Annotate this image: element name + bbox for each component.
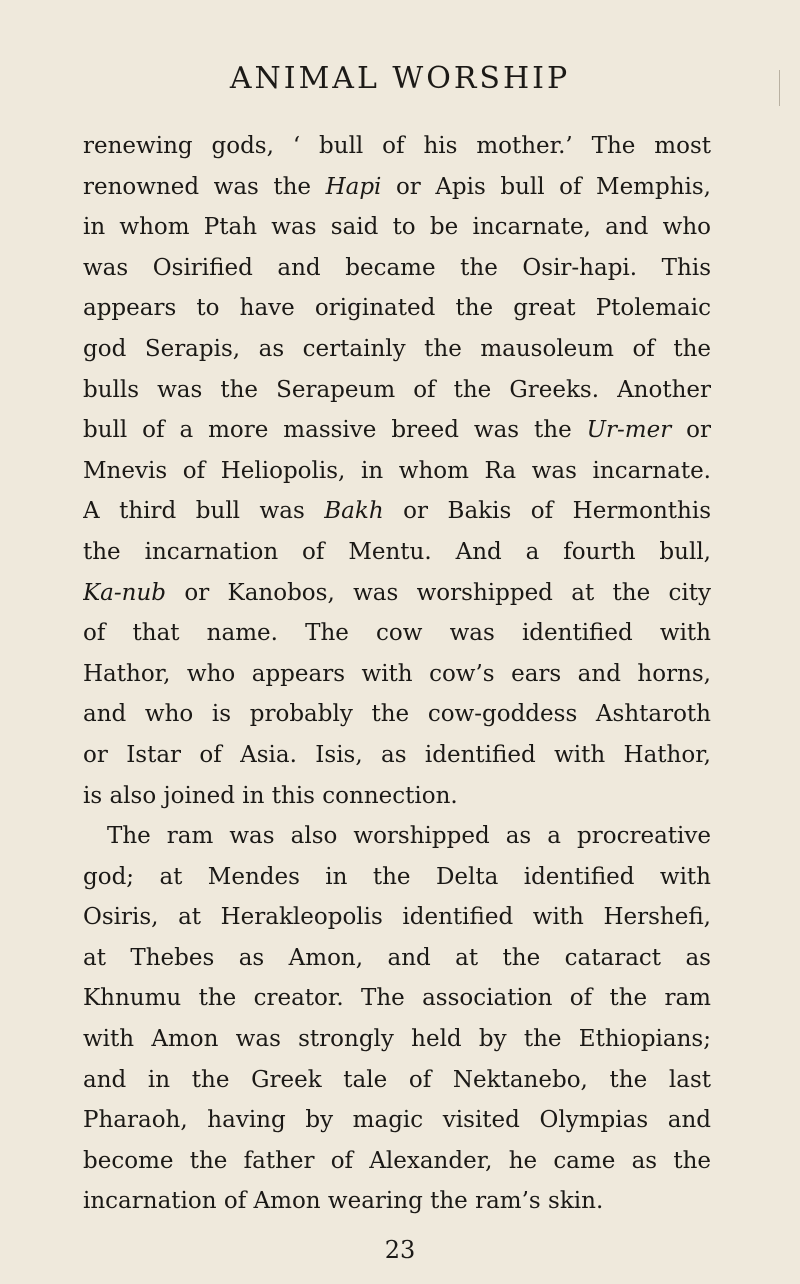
text-run: become the father of Alexander, he came as the: [83, 1147, 711, 1174]
text-run: appears to have originated the great Ptolemaic: [83, 295, 711, 322]
text-line: [83, 410, 711, 451]
text-line: [83, 1141, 711, 1182]
text-line: [83, 816, 711, 857]
italic-term: Bakh: [324, 498, 384, 525]
italic-term: Hapi: [325, 173, 382, 200]
text-line: [83, 938, 711, 979]
text-line: [83, 532, 711, 573]
text-run: at Thebes as Amon, and at the cataract as: [83, 944, 711, 971]
text-line: [83, 1181, 711, 1222]
text-run: renowned was the: [83, 173, 326, 200]
text-line: [83, 370, 711, 411]
text-line: [83, 573, 711, 614]
text-run: Mnevis of Heliopolis, in whom Ra was incarnate.: [83, 457, 711, 484]
text-run: A third bull was: [83, 498, 325, 525]
text-line: [83, 735, 711, 776]
text-run: renewing gods, ‘ bull of his mother.’ The most: [83, 133, 711, 159]
italic-term: Ka-nub: [83, 579, 167, 606]
text-run: Osiris, at Herakleopolis identified with Hershefi,: [83, 904, 711, 931]
text-run: Hathor, who appears with cow’s ears and horns,: [83, 660, 711, 687]
text-run: or Istar of Asia. Isis, as identified with Hathor,: [83, 741, 711, 768]
text-run: Khnumu the creator. The association of the ram: [83, 985, 711, 1012]
text-run: or: [671, 417, 711, 444]
text-line: [83, 897, 711, 938]
text-run: bulls was the Serapeum of the Greeks. Another: [83, 376, 711, 403]
text-run: or Apis bull of Memphis,: [381, 173, 711, 200]
text-run: Pharaoh, having by magic visited Olympias and: [83, 1107, 711, 1134]
text-line: [83, 1019, 711, 1060]
text-line: [83, 329, 711, 370]
text-run: god; at Mendes in the Delta identified with: [83, 863, 711, 890]
text-line: [83, 613, 711, 654]
text-line: [83, 248, 711, 289]
text-line: [83, 654, 711, 695]
text-run: of that name. The cow was identified with: [83, 620, 711, 647]
text-run: with Amon was strongly held by the Ethiopians;: [83, 1026, 711, 1053]
text-line: [83, 1100, 711, 1141]
text-run: the incarnation of Mentu. And a fourth bull,: [83, 538, 711, 565]
text-line: [83, 491, 711, 532]
text-line: [83, 1060, 711, 1101]
text-run: was Osirified and became the Osir-hapi. This: [83, 254, 711, 281]
text-line: [83, 857, 711, 898]
text-run: incarnation of Amon wearing the ram’s skin.: [83, 1188, 604, 1215]
text-run: and in the Greek tale of Nektanebo, the last: [83, 1066, 711, 1093]
text-run: or Kanobos, was worshipped at the city: [166, 579, 711, 606]
running-head: ANIMAL WORSHIP: [229, 61, 571, 96]
text-run: bull of a more massive breed was the: [83, 417, 587, 444]
text-run: god Serapis, as certainly the mausoleum of the: [83, 335, 711, 362]
italic-term: Ur-mer: [586, 417, 672, 444]
text-line: [83, 451, 711, 492]
body-text: [83, 126, 711, 1222]
text-line: [83, 694, 711, 735]
text-run: The ram was also worshipped as a procreative: [107, 823, 711, 850]
text-run: in whom Ptah was said to be incarnate, and who: [83, 214, 711, 241]
text-run: and who is probably the cow-goddess Ashtaroth: [83, 701, 711, 728]
text-line: [83, 167, 711, 208]
text-line: [83, 126, 711, 167]
text-line: [83, 288, 711, 329]
text-line: [83, 978, 711, 1019]
page-number: 23: [384, 1236, 416, 1264]
text-line: [83, 776, 711, 817]
text-run: or Bakis of Hermonthis: [383, 498, 711, 525]
text-run: is also joined in this connection.: [83, 782, 458, 809]
text-line: [83, 207, 711, 248]
